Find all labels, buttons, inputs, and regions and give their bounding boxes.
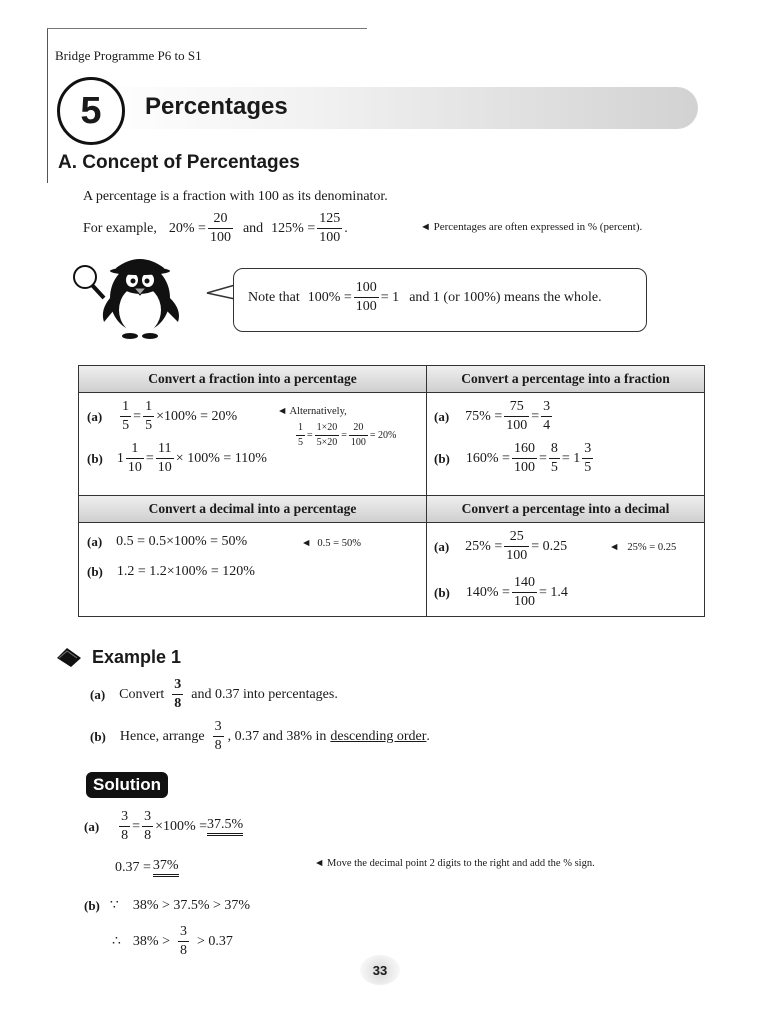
item-label: (b): [434, 450, 450, 466]
example-heading: Example 1: [92, 647, 182, 667]
item-label: (b): [90, 728, 106, 744]
fraction: $\frac{100}{100}$: [355, 280, 377, 314]
whole-number: 1: [116, 450, 124, 466]
header-fraction-to-percentage: Convert a fraction into a percentage: [148, 371, 357, 386]
equation-rhs: = 1.4: [538, 584, 568, 600]
equation-rhs: = 0.25: [531, 538, 568, 554]
item-label: (b): [84, 897, 100, 913]
equation: 0.5 = 0.5×100% = 50%: [116, 534, 248, 549]
bubble-rhs: = 1: [380, 289, 400, 305]
question-text: Hence, arrange: [119, 728, 205, 744]
chapter-title: Percentages: [145, 93, 288, 120]
example-lhs-2: 125% =: [271, 220, 316, 236]
fraction: $\frac{140}{100}$: [513, 575, 535, 609]
bubble-suffix: and 1 (or 100%) means the whole.: [409, 289, 602, 305]
bubble-text: [248, 281, 602, 314]
fraction: $\frac{3}{4}$: [543, 399, 551, 433]
example-part-a: [90, 678, 338, 711]
page-number: 33: [360, 955, 400, 985]
item-label: (b): [87, 450, 103, 466]
answer-37: 37%: [153, 858, 179, 877]
percentage-row-a: [434, 400, 554, 433]
item-label: (a): [87, 534, 103, 549]
equals: =: [341, 430, 347, 441]
fraction-percentage-table: [78, 365, 705, 496]
example-lhs-1: 20% =: [168, 220, 206, 236]
solution-part-b: [84, 897, 250, 914]
fraction: $\frac{11}{10}$: [157, 441, 172, 475]
fraction: $\frac{1\times 20}{5\times 20}$: [316, 422, 338, 448]
bubble-lhs: 100% =: [307, 289, 352, 305]
pencil-eraser-icon: [55, 646, 83, 668]
item-label: (a): [87, 408, 103, 424]
header-decimal-to-percentage: Convert a decimal into a percentage: [148, 501, 357, 516]
comparison-line: 38% > 37.5% > 37%: [132, 897, 251, 913]
item-label: (a): [434, 408, 450, 424]
example-intro: For example,: [83, 220, 157, 236]
equation-lhs: 160% =: [465, 450, 510, 466]
decimal-row-a: [87, 534, 247, 550]
item-label: (a): [84, 818, 100, 834]
fraction-row-b: [87, 442, 267, 475]
note-text: 25% = 0.25: [627, 542, 677, 553]
because-symbol: ∵: [109, 898, 119, 913]
fraction: $\frac{3}{5}$: [584, 441, 592, 475]
answer-37-5: 37.5%: [207, 817, 243, 836]
item-label: (b): [87, 564, 103, 579]
decimal-row-b: [87, 564, 255, 580]
column-divider: [426, 366, 427, 495]
fraction: $\frac{125}{100}$: [319, 211, 341, 245]
example-part-b: [90, 720, 430, 753]
solution-part-a: [84, 810, 243, 843]
equation-tail: ×100% = 20%: [156, 408, 238, 424]
alternatively-equation: [294, 423, 396, 448]
equation-mid: ×100% =: [155, 818, 208, 834]
fraction: $\frac{1}{5}$: [122, 399, 130, 433]
chapter-number-badge: 5: [57, 77, 125, 145]
percent-decimal-note: [609, 542, 676, 553]
question-text: , 0.37 and 38% in: [227, 728, 327, 744]
alternatively-label: ◄ Alternatively,: [277, 406, 347, 417]
fraction: $\frac{3}{8}$: [144, 809, 152, 843]
left-margin-rule: [47, 28, 48, 183]
fraction: $\frac{3}{8}$: [214, 719, 222, 753]
header-percentage-to-decimal: Convert a percentage into a decimal: [461, 501, 670, 516]
equals: =: [145, 450, 154, 466]
percentage-row-b: [434, 442, 595, 475]
equation-lhs: 0.37 =: [115, 859, 151, 875]
solution-conclusion: [112, 925, 233, 958]
fraction: $\frac{20}{100}$: [350, 422, 366, 448]
question-text: Convert: [119, 686, 165, 702]
decimal-percentage-table: [78, 495, 705, 617]
fraction-row-a: [87, 400, 237, 433]
column-divider: [426, 496, 427, 616]
fraction: $\frac{75}{100}$: [506, 399, 528, 433]
fraction: $\frac{20}{100}$: [209, 211, 231, 245]
equals: =: [133, 408, 142, 424]
fraction: $\frac{3}{8}$: [174, 677, 182, 711]
question-text: and 0.37 into percentages.: [191, 686, 338, 702]
equals: =: [132, 818, 141, 834]
percent-decimal-row-a: [434, 530, 567, 563]
fraction: $\frac{160}{100}$: [513, 441, 535, 475]
fraction: $\frac{1}{5}$: [298, 422, 303, 448]
equation-tail: = 20%: [369, 430, 397, 441]
top-rule: [47, 28, 367, 29]
programme-label: Bridge Programme P6 to S1: [55, 48, 202, 63]
and-text: and: [242, 220, 264, 236]
solution-badge: Solution: [86, 772, 168, 798]
period: .: [344, 220, 348, 236]
percent-note: ◄ Percentages are often expressed in % (percent).: [420, 221, 643, 233]
equation-lhs: 140% =: [465, 584, 510, 600]
pointer-icon: ◄: [609, 542, 620, 553]
period: .: [426, 728, 430, 744]
item-label: (a): [90, 686, 106, 702]
fraction: $\frac{1}{5}$: [145, 399, 153, 433]
header-percentage-to-fraction: Convert a percentage into a fraction: [461, 371, 670, 386]
therefore-symbol: ∴: [112, 934, 121, 949]
equals: =: [307, 430, 313, 441]
equation-lhs: 25% =: [465, 538, 503, 554]
decimal-move-note: ◄ Move the decimal point 2 digits to the right and add the % sign.: [314, 858, 595, 869]
equation: 1.2 = 1.2×100% = 120%: [116, 564, 255, 579]
item-label: (a): [434, 538, 450, 554]
decimal-note-a: [301, 538, 361, 549]
fraction: $\frac{1}{10}$: [127, 441, 142, 475]
fraction: $\frac{3}{8}$: [179, 924, 187, 958]
equals: =: [531, 408, 540, 424]
section-title: A. Concept of Percentages: [58, 152, 300, 173]
bubble-prefix: Note that: [248, 289, 300, 305]
equals-mixed: = 1: [561, 450, 581, 466]
fraction: $\frac{3}{8}$: [121, 809, 129, 843]
percent-decimal-row-b: [434, 576, 568, 609]
definition-text: A percentage is a fraction with 100 as its denominator.: [83, 189, 388, 204]
fraction: $\frac{8}{5}$: [550, 441, 558, 475]
fraction: $\frac{25}{100}$: [506, 529, 528, 563]
equation-tail: × 100% = 110%: [175, 450, 267, 466]
note-text: 0.5 = 50%: [317, 538, 361, 549]
underlined-term: descending order: [330, 728, 427, 744]
penguin-detective-icon: [70, 250, 190, 340]
comparison-lhs: 38% >: [132, 933, 170, 949]
example-line: [83, 212, 348, 245]
equals: =: [538, 450, 547, 466]
item-label: (b): [434, 584, 450, 600]
pointer-icon: ◄: [301, 538, 312, 549]
comparison-rhs: > 0.37: [196, 933, 233, 949]
solution-decimal-line: [115, 858, 179, 877]
equation-lhs: 75% =: [465, 408, 503, 424]
